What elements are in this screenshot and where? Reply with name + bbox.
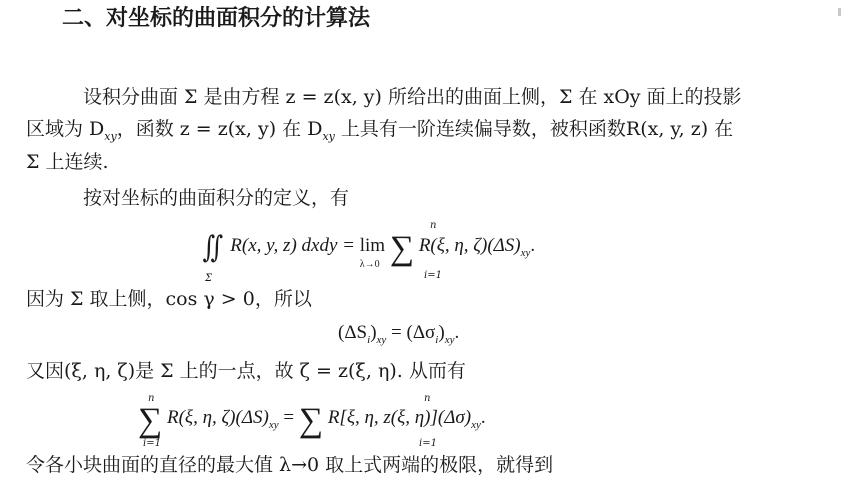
eq2-part-c: = (Δσ	[386, 322, 436, 343]
subscript-xy: xy	[520, 247, 531, 259]
equation-definition: ∬ R(x, y, z) dxdy = lim λ→0 ∑ R(ξ, η, $\zeta)(\Delta S)_{xy}$.	[202, 230, 536, 270]
integral-domain-label: Σ	[205, 273, 213, 284]
text-function: ，函数 z = z(x, y) 在 D	[116, 118, 323, 140]
sum-sign-left: ∑	[138, 402, 163, 439]
sum-right-upper: n	[424, 393, 431, 404]
section-heading: 二、对坐标的曲面积分的计算法	[62, 6, 371, 31]
sum-right-lower: i=1	[419, 438, 437, 449]
eq2-end: .	[454, 322, 460, 343]
lim-text: lim	[359, 235, 386, 256]
text-region: 区域为 D	[26, 118, 105, 140]
subscript-i: i	[367, 334, 371, 346]
paragraph-upper-side: 因为 Σ 取上侧，cos γ > 0，所以	[26, 288, 312, 310]
eq1-lhs: R(x, y, z) dxdy =	[230, 235, 360, 256]
paragraph-limit: 令各小块曲面的直径的最大值 λ→0 取上式两端的极限，就得到	[26, 454, 554, 476]
sum-sign: ∑	[389, 230, 415, 267]
sum-left-upper: n	[148, 393, 155, 404]
paragraph-definition: 按对坐标的曲面积分的定义，有	[83, 187, 350, 209]
subscript-xy: xy	[322, 130, 335, 143]
paragraph-line-3: Σ 上连续.	[26, 151, 109, 173]
sum-lower-limit: i=1	[424, 270, 442, 281]
eq2-part-d: )	[438, 322, 445, 343]
eq3-equals: =	[283, 407, 299, 428]
equation-projection	[338, 323, 459, 346]
paragraph-line-2	[26, 120, 733, 142]
eq3-rhs: R[ξ, η, z(ξ, η)](Δσ)	[327, 407, 472, 428]
double-integral-sign: ∬	[202, 231, 223, 264]
subscript-i: i	[435, 334, 439, 346]
eq3-lhs: R(ξ, η, ζ)(ΔS)	[167, 407, 269, 428]
subscript-xy: xy	[104, 130, 117, 143]
limit-operator	[359, 235, 386, 270]
text-integrand: 上具有一阶连续偏导数，被积函数R(x, y, z) 在	[334, 118, 734, 140]
scroll-indicator	[838, 8, 841, 16]
paragraph-point: 又因(ξ, η, ζ)是 Σ 上的一点，故 ζ = z(ξ, η). 从而有	[26, 360, 466, 382]
eq2-part-b: )	[370, 322, 377, 343]
equation-sum-equality: ∑ R(ξ, η, $\zeta)(\Delta S)_{xy}$ = ∑ R[ξ, η, z(ξ, $\eta)](\Delta\sigma)_{xy}$.	[138, 402, 486, 439]
lim-below: λ→0	[359, 259, 380, 270]
sum-left-lower: i=1	[143, 438, 161, 449]
subscript-xy: xy	[444, 334, 455, 346]
subscript-xy: xy	[268, 419, 279, 431]
eq1-rhs: R(ξ, η, ζ)(ΔS)	[418, 235, 521, 256]
sum-upper-limit: n	[430, 220, 437, 231]
paragraph-line-1: 设积分曲面 Σ 是由方程 z = z(x, y) 所给出的曲面上侧，Σ 在 xOy 面上的投影	[83, 86, 742, 108]
sum-sign-right: ∑	[298, 402, 324, 439]
subscript-xy: xy	[376, 334, 387, 346]
subscript-xy: xy	[471, 419, 481, 431]
eq2-part-a: (ΔS	[338, 322, 368, 343]
